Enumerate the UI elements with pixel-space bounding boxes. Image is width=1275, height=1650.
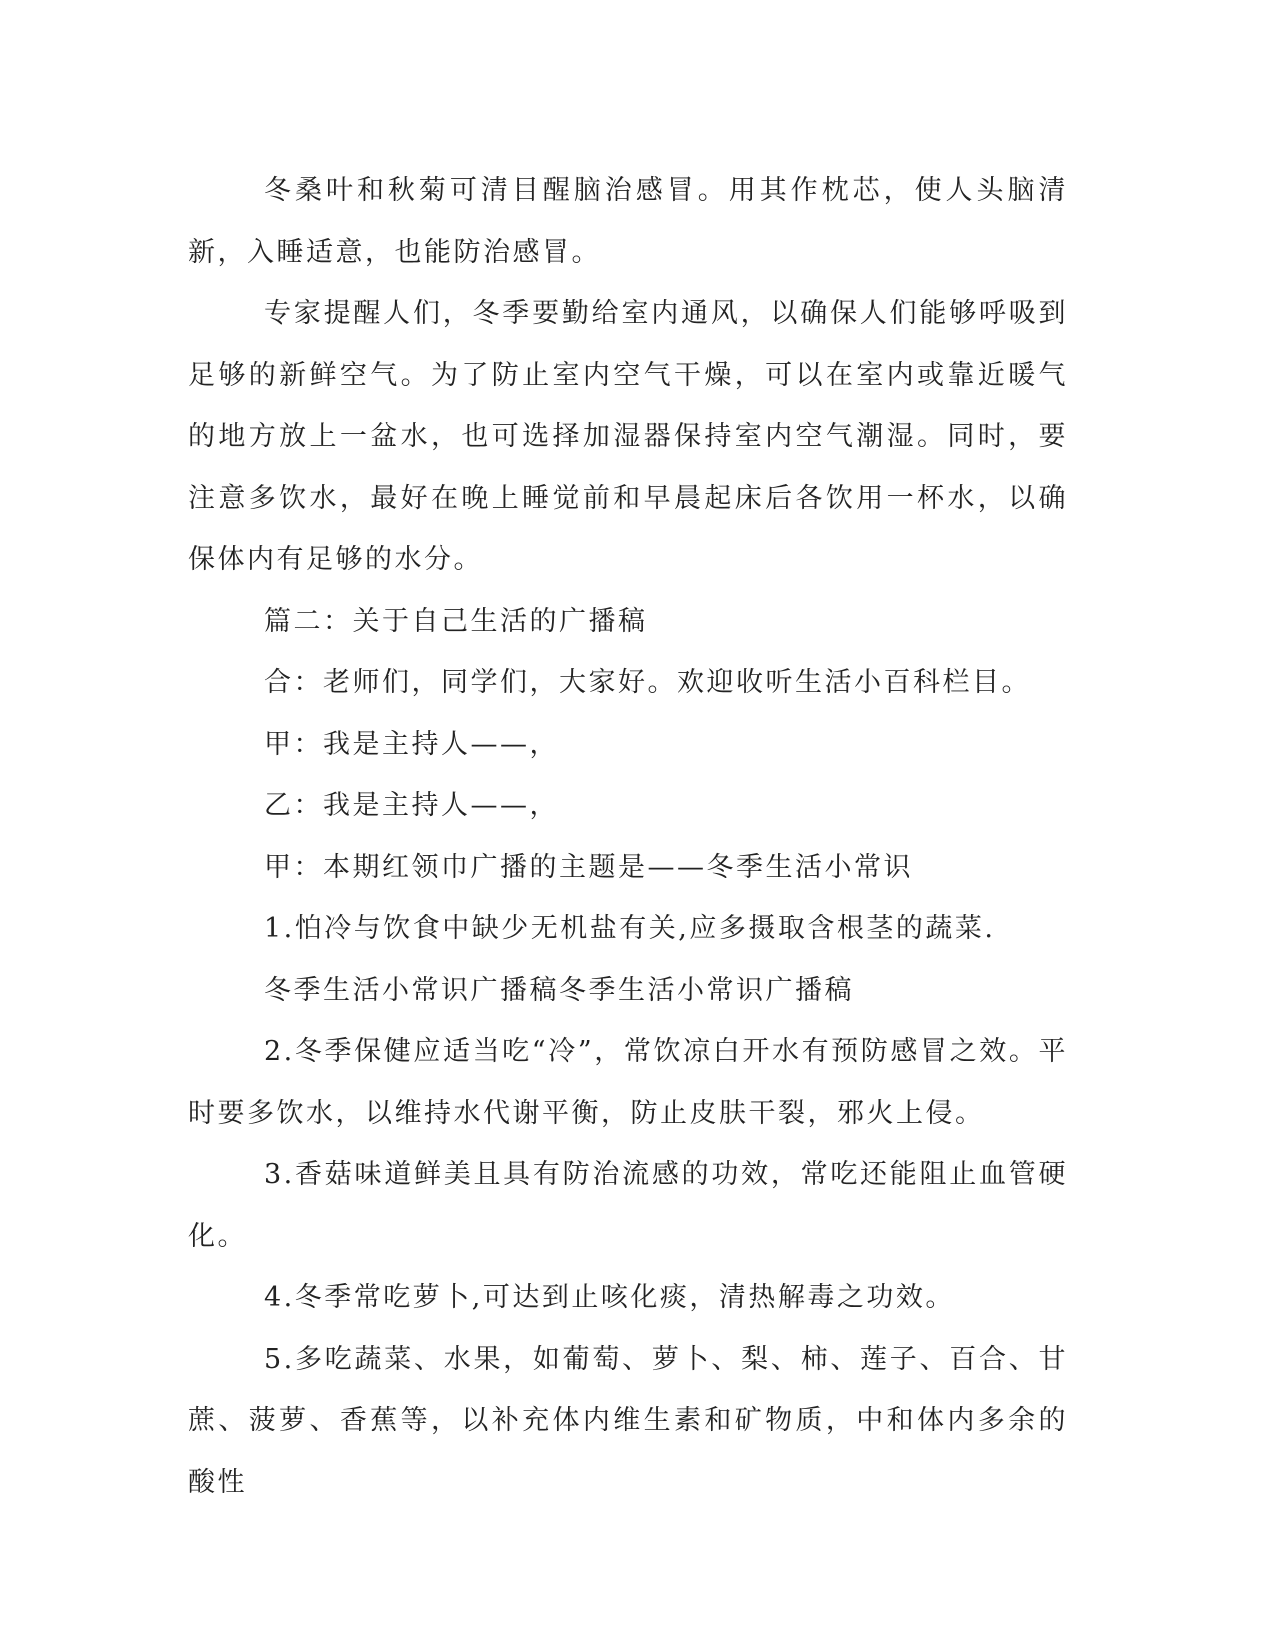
tip-item-1: 1.怕冷与饮食中缺少无机盐有关,应多摄取含根茎的蔬菜. — [264, 913, 996, 944]
subtitle-line: 冬季生活小常识广播稿冬季生活小常识广播稿 — [264, 974, 854, 1006]
tip-item-2: 2.冬季保健应适当吃“冷”，常饮凉白开水有预防感冒之效。平时要多饮水，以维持水代谢平衡，防止皮肤干裂，邪火上侵。 — [188, 1036, 1068, 1129]
tip-item-4: 4.冬季常吃萝卜,可达到止咳化痰，清热解毒之功效。 — [264, 1282, 955, 1313]
document-body — [188, 160, 1068, 1513]
dialogue-line-host-a: 甲：我是主持人——， — [264, 728, 559, 760]
dialogue-line-together: 合：老师们，同学们，大家好。欢迎收听生活小百科栏目。 — [264, 667, 1031, 698]
paragraph-ventilation: 专家提醒人们，冬季要勤给室内通风，以确保人们能够呼吸到足够的新鲜空气。为了防止室内空气干燥，可以在室内或靠近暖气的地方放上一盆水，也可选择加湿器保持室内空气潮湿。同时，要注意多饮水，最好在晚上睡觉前和早晨起床后各饮用一杯水，以确保体内有足够的水分。 — [188, 298, 1068, 575]
tip-item-5: 5.多吃蔬菜、水果，如葡萄、萝卜、梨、柿、莲子、百合、甘蔗、菠萝、香蕉等，以补充体内维生素和矿物质，中和体内多余的酸性 — [188, 1343, 1068, 1498]
section-heading: 篇二：关于自己生活的广播稿 — [264, 605, 648, 637]
tip-item-3: 3.香菇味道鲜美且具有防治流感的功效，常吃还能阻止血管硬化。 — [188, 1159, 1068, 1252]
dialogue-line-host-b: 乙：我是主持人——， — [264, 790, 559, 821]
dialogue-line-theme: 甲：本期红领巾广播的主题是——冬季生活小常识 — [264, 851, 913, 883]
paragraph-pillow: 冬桑叶和秋菊可清目醒脑治感冒。用其作枕芯，使人头脑清新，入睡适意，也能防治感冒。 — [188, 175, 1068, 268]
